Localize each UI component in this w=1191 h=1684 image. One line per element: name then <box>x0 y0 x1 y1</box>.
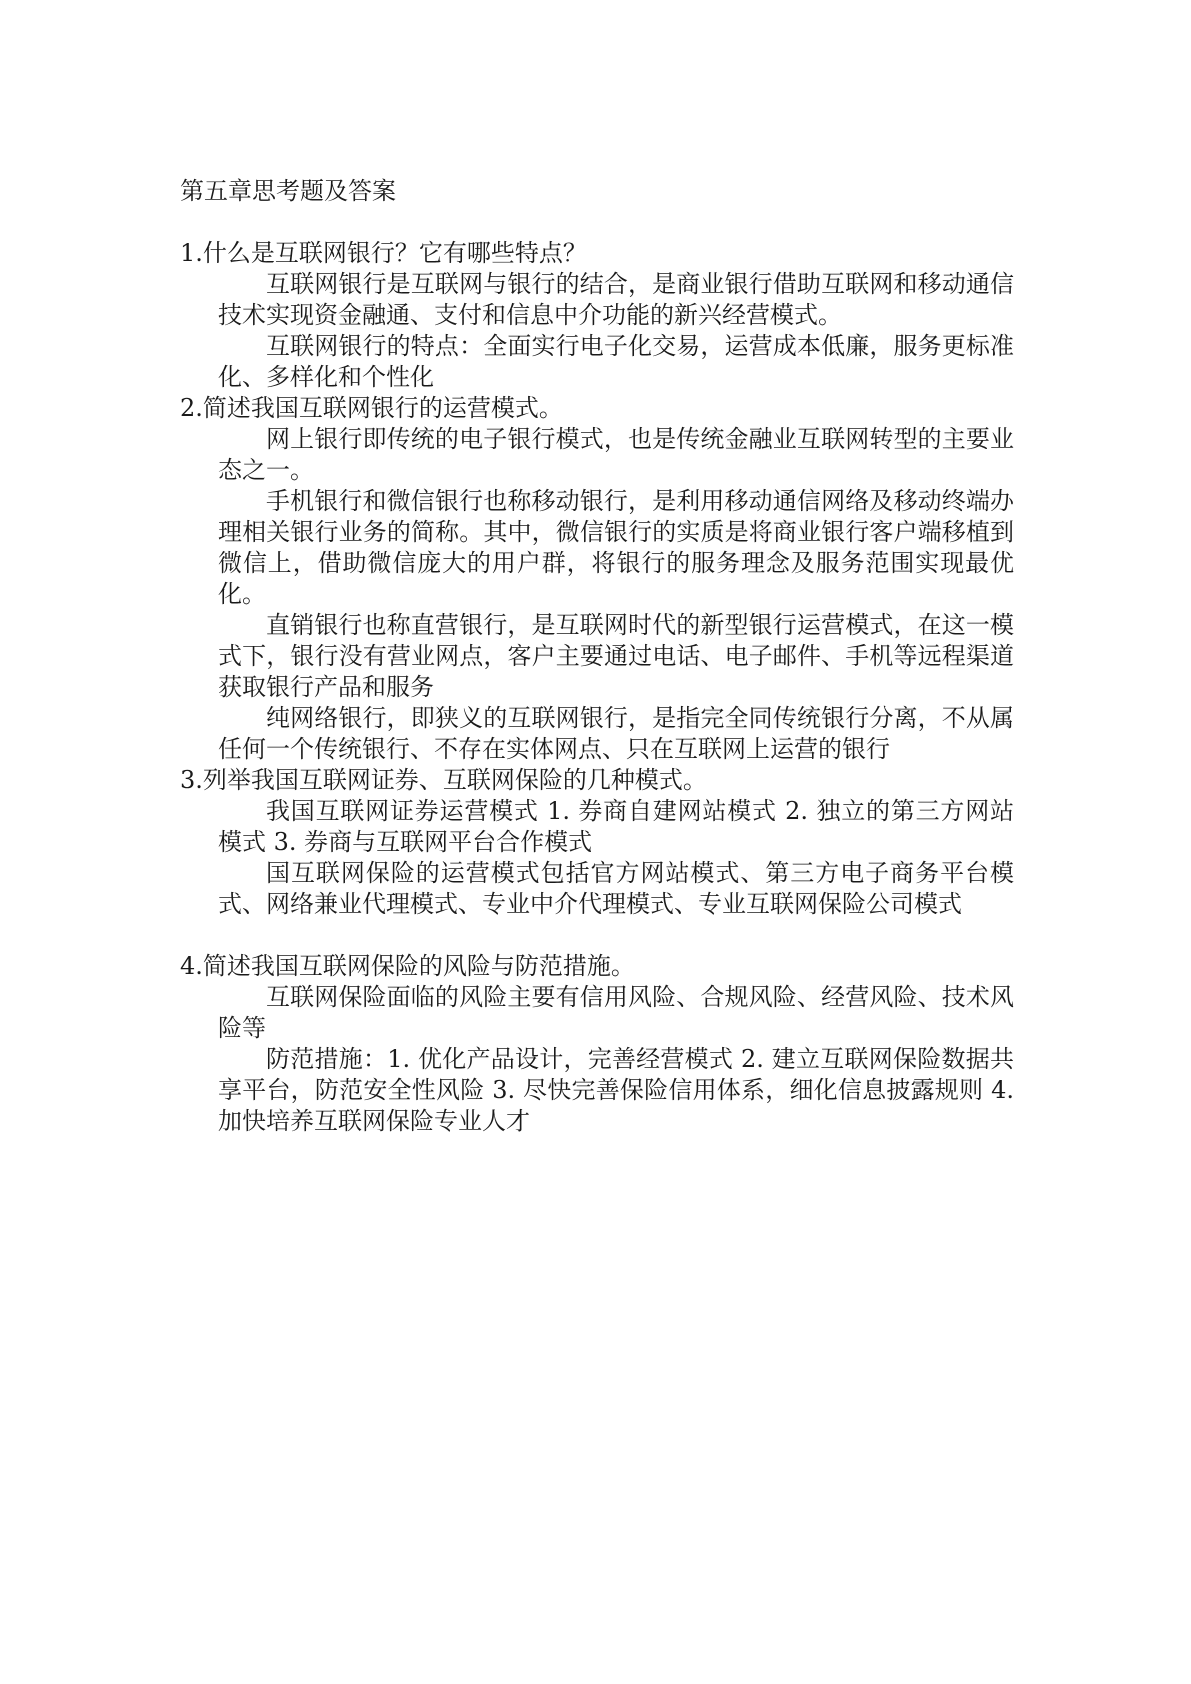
question-heading: 1.什么是互联网银行？它有哪些特点？ <box>180 239 587 267</box>
answer-paragraph: 互联网银行是互联网与银行的结合，是商业银行借助互联网和移动通信技术实现资金融通、支付和信息中介功能的新兴经营模式。 <box>218 270 1014 329</box>
answer-paragraph: 网上银行即传统的电子银行模式，也是传统金融业互联网转型的主要业态之一。 <box>218 425 1014 484</box>
question-heading: 4.简述我国互联网保险的风险与防范措施。 <box>180 952 635 980</box>
answer-paragraph: 互联网银行的特点：全面实行电子化交易，运营成本低廉，服务更标准化、多样化和个性化 <box>218 332 1014 391</box>
question-heading: 3.列举我国互联网证券、互联网保险的几种模式。 <box>180 766 707 794</box>
answer-paragraph: 我国互联网证券运营模式 1. 券商自建网站模式 2. 独立的第三方网站模式 3. 券商与互联网平台合作模式 <box>218 797 1014 856</box>
answer-paragraph: 手机银行和微信银行也称移动银行，是利用移动通信网络及移动终端办理相关银行业务的简称。其中，微信银行的实质是将商业银行客户端移植到微信上，借助微信庞大的用户群，将银行的服务理念及服务范围实现最优化。 <box>218 487 1014 608</box>
question-section <box>180 238 1014 393</box>
answer-paragraph: 互联网保险面临的风险主要有信用风险、合规风险、经营风险、技术风险等 <box>218 983 1014 1042</box>
question-section <box>180 393 1014 765</box>
question-heading: 2.简述我国互联网银行的运营模式。 <box>180 394 563 422</box>
document-title: 第五章思考题及答案 <box>180 177 396 205</box>
answer-paragraph: 国互联网保险的运营模式包括官方网站模式、第三方电子商务平台模式、网络兼业代理模式、专业中介代理模式、专业互联网保险公司模式 <box>218 859 1014 918</box>
document-body <box>180 238 1014 1137</box>
answer-paragraph: 纯网络银行，即狭义的互联网银行，是指完全同传统银行分离，不从属任何一个传统银行、不存在实体网点、只在互联网上运营的银行 <box>218 704 1014 763</box>
answer-paragraph: 防范措施：1. 优化产品设计，完善经营模式 2. 建立互联网保险数据共享平台，防范安全性风险 3. 尽快完善保险信用体系，细化信息披露规则 4. 加快培养互联网保险专业人才 <box>218 1045 1014 1135</box>
question-section <box>180 765 1014 920</box>
question-section <box>180 951 1014 1137</box>
answer-paragraph: 直销银行也称直营银行，是互联网时代的新型银行运营模式，在这一模式下，银行没有营业网点，客户主要通过电话、电子邮件、手机等远程渠道获取银行产品和服务 <box>218 611 1014 701</box>
